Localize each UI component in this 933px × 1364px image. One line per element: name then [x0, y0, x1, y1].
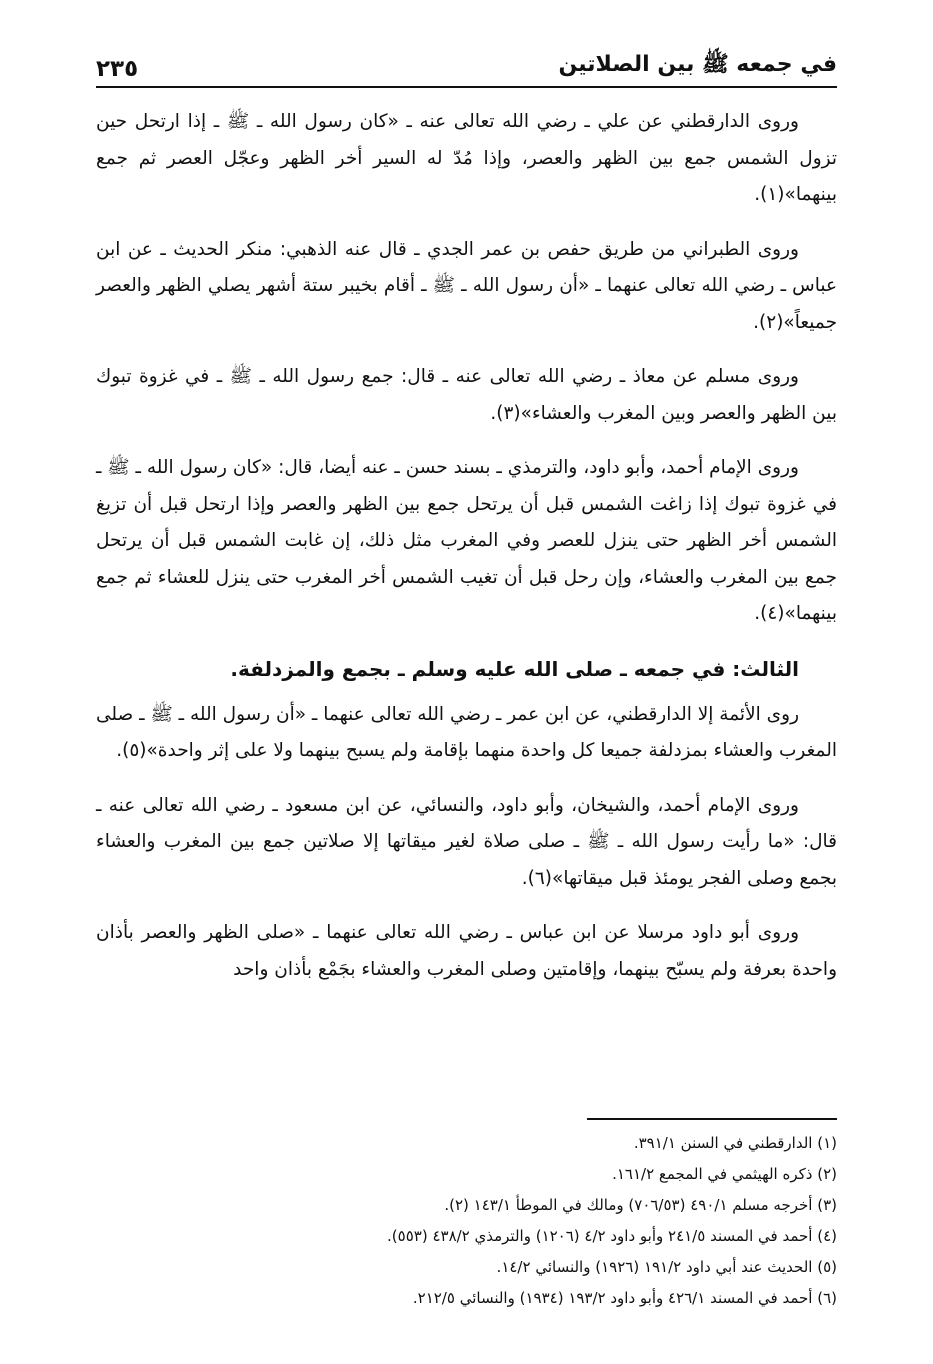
chapter-title: في جمعه ﷺ بين الصلاتين: [558, 52, 837, 77]
footnote-2: (٢) ذكره الهيثمي في المجمع ١٦١/٢.: [612, 1165, 837, 1183]
paragraph-1: وروى الدارقطني عن علي ـ رضي الله تعالى عنه ـ «كان رسول الله ـ ﷺ ـ إذا ارتحل حين تزول الشمس جمع بين الظهر والعصر، وإذا مُدّ له السير أخر الظهر وعجّل العصر ثم جمع بينهما»(١).: [96, 111, 837, 205]
paragraph-3: وروى مسلم عن معاذ ـ رضي الله تعالى عنه ـ قال: جمع رسول الله ـ ﷺ ـ في غزوة تبوك بين الظهر والعصر وبين المغرب والعشاء»(٣).: [96, 366, 837, 424]
footnotes: [96, 1128, 837, 1314]
page-number: ٢٣٥: [96, 56, 139, 82]
footnote-separator: [587, 1118, 837, 1120]
footnote-1: (١) الدارقطني في السنن ٣٩١/١.: [633, 1134, 837, 1152]
paragraph-7: وروى أبو داود مرسلا عن ابن عباس ـ رضي الله تعالى عنهما ـ «صلى الظهر والعصر بأذان واحدة بعرفة ولم يسبّح بينهما، وإقامتين وصلى المغرب والعشاء بجَمْع بأذان واحد: [96, 922, 837, 980]
section-heading: الثالث: في جمعه ـ صلى الله عليه وسلم ـ بجمع والمزدلفة.: [230, 656, 799, 681]
footnote-3: (٣) أخرجه مسلم ٤٩٠/١ (٧٠٦/٥٣) ومالك في الموطأ ١٤٣/١ (٢).: [444, 1196, 837, 1214]
running-header: [96, 46, 837, 88]
paragraph-5: روى الأئمة إلا الدارقطني، عن ابن عمر ـ رضي الله تعالى عنهما ـ «أن رسول الله ـ ﷺ ـ صلى المغرب والعشاء بمزدلفة جميعا كل واحدة منهما بإقامة ولم يسبح بينهما ولا على إثر واحدة»(٥).: [96, 703, 837, 761]
paragraph-6: وروى الإمام أحمد، والشيخان، وأبو داود، والنسائي، عن ابن مسعود ـ رضي الله تعالى عنه ـ قال: «ما رأيت رسول الله ـ ﷺ ـ صلى صلاة لغير ميقاتها إلا صلاتين جمع بين المغرب والعشاء بجمع وصلى الفجر يومئذ قبل ميقاتها»(٦).: [96, 794, 837, 889]
main-text: [96, 104, 837, 1006]
paragraph-4: وروى الإمام أحمد، وأبو داود، والترمذي ـ بسند حسن ـ عنه أيضا، قال: «كان رسول الله ـ ﷺ ـ في غزوة تبوك إذا زاغت الشمس قبل أن يرتحل جمع بين الظهر والعصر وإذا ارتحل قبل أن تزيغ الشمس أخر الظهر حتى ينزل للعصر وفي المغرب مثل ذلك، إن غابت الشمس قبل أن يرتحل جمع بين المغرب والعشاء، وإن رحل قبل أن تغيب الشمس أخر المغرب حتى ينزل للعشاء ثم جمع بينهما»(٤).: [96, 457, 837, 624]
paragraph-2: وروى الطبراني من طريق حفص بن عمر الجدي ـ قال عنه الذهبي: منكر الحديث ـ عن ابن عباس ـ رضي الله تعالى عنهما ـ «أن رسول الله ـ ﷺ ـ أقام بخيبر ستة أشهر يصلي الظهر والعصر جميعاً»(٢).: [96, 238, 837, 333]
footnote-4: (٤) أحمد في المسند ٢٤١/٥ وأبو داود ٤/٢ (١٢٠٦) والترمذي ٤٣٨/٢ (٥٥٣).: [387, 1227, 837, 1245]
footnote-6: (٦) أحمد في المسند ٤٢٦/١ وأبو داود ١٩٣/٢ (١٩٣٤) والنسائي ٢١٢/٥.: [412, 1289, 837, 1307]
footnote-5: (٥) الحديث عند أبي داود ١٩١/٢ (١٩٢٦) والنسائي ١٤/٢.: [496, 1258, 837, 1276]
